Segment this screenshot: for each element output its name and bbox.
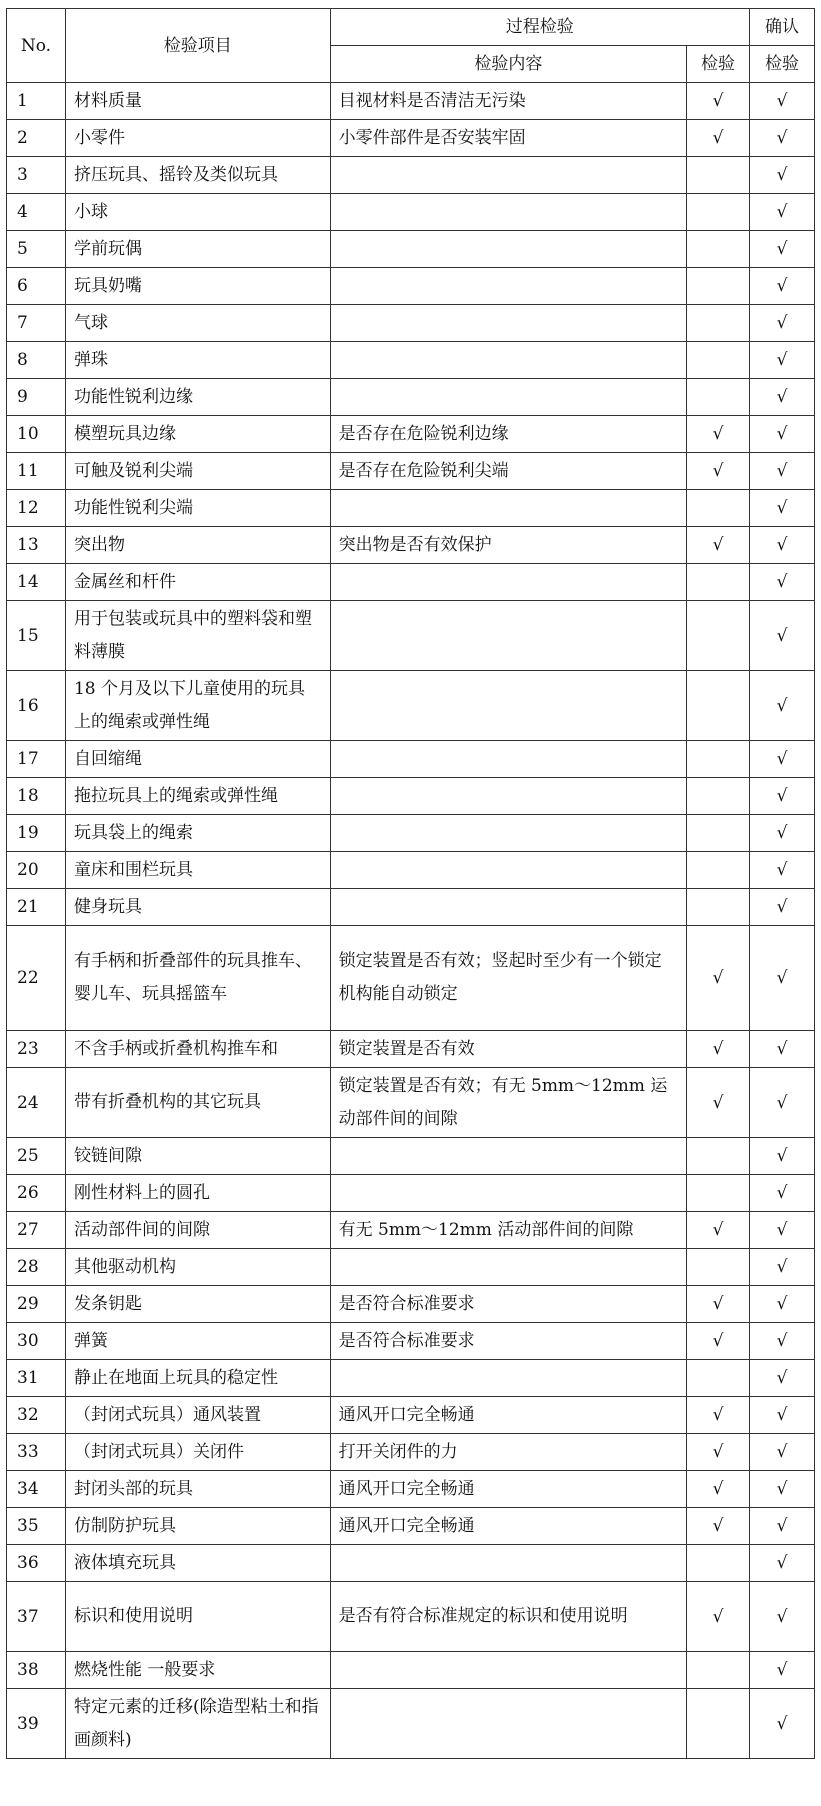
row-no: 39 <box>7 1689 66 1759</box>
row-confirm: √ <box>750 157 815 194</box>
row-item: 燃烧性能 一般要求 <box>65 1652 330 1689</box>
row-check <box>687 1689 750 1759</box>
row-no: 34 <box>7 1471 66 1508</box>
row-check <box>687 1360 750 1397</box>
row-confirm: √ <box>750 1212 815 1249</box>
row-content <box>330 889 686 926</box>
row-no: 28 <box>7 1249 66 1286</box>
table-row <box>7 1545 815 1582</box>
row-no: 5 <box>7 231 66 268</box>
row-confirm: √ <box>750 305 815 342</box>
row-content <box>330 1138 686 1175</box>
row-content <box>330 342 686 379</box>
row-content: 锁定装置是否有效 <box>330 1031 686 1068</box>
row-item: 特定元素的迁移(除造型粘土和指画颜料) <box>65 1689 330 1759</box>
row-confirm: √ <box>750 1286 815 1323</box>
row-no: 31 <box>7 1360 66 1397</box>
row-check <box>687 194 750 231</box>
table-row <box>7 157 815 194</box>
header-confirm-top: 确认 <box>750 9 815 46</box>
row-check <box>687 601 750 671</box>
row-content <box>330 741 686 778</box>
row-confirm: √ <box>750 231 815 268</box>
row-check <box>687 1545 750 1582</box>
row-item: 拖拉玩具上的绳索或弹性绳 <box>65 778 330 815</box>
row-check <box>687 852 750 889</box>
row-check: √ <box>687 1508 750 1545</box>
row-content <box>330 564 686 601</box>
table-row <box>7 1068 815 1138</box>
row-confirm: √ <box>750 120 815 157</box>
row-check <box>687 889 750 926</box>
row-no: 24 <box>7 1068 66 1138</box>
row-content <box>330 601 686 671</box>
row-no: 13 <box>7 527 66 564</box>
table-row <box>7 601 815 671</box>
table-row <box>7 453 815 490</box>
row-item: 不含手柄或折叠机构推车和 <box>65 1031 330 1068</box>
row-confirm: √ <box>750 1138 815 1175</box>
row-check: √ <box>687 1323 750 1360</box>
row-item: 功能性锐利边缘 <box>65 379 330 416</box>
row-item: 仿制防护玩具 <box>65 1508 330 1545</box>
row-item: 用于包装或玩具中的塑料袋和塑料薄膜 <box>65 601 330 671</box>
header-process: 过程检验 <box>330 9 749 46</box>
row-confirm: √ <box>750 83 815 120</box>
row-no: 11 <box>7 453 66 490</box>
header-content: 检验内容 <box>330 46 686 83</box>
row-no: 15 <box>7 601 66 671</box>
row-item: 其他驱动机构 <box>65 1249 330 1286</box>
row-content: 小零件部件是否安装牢固 <box>330 120 686 157</box>
header-check: 检验 <box>687 46 750 83</box>
row-no: 21 <box>7 889 66 926</box>
table-body <box>7 83 815 1759</box>
row-no: 3 <box>7 157 66 194</box>
table-row <box>7 889 815 926</box>
row-check <box>687 1249 750 1286</box>
row-item: （封闭式玩具）通风装置 <box>65 1397 330 1434</box>
row-confirm: √ <box>750 1397 815 1434</box>
row-confirm: √ <box>750 601 815 671</box>
row-no: 20 <box>7 852 66 889</box>
row-item: 发条钥匙 <box>65 1286 330 1323</box>
table-row <box>7 194 815 231</box>
table-row <box>7 671 815 741</box>
row-item: 可触及锐利尖端 <box>65 453 330 490</box>
table-row <box>7 1138 815 1175</box>
row-check: √ <box>687 1582 750 1652</box>
row-item: 液体填充玩具 <box>65 1545 330 1582</box>
table-row <box>7 1212 815 1249</box>
row-item: 玩具袋上的绳索 <box>65 815 330 852</box>
row-item: 学前玩偶 <box>65 231 330 268</box>
inspection-table <box>6 8 815 1759</box>
row-check <box>687 671 750 741</box>
row-content <box>330 268 686 305</box>
row-confirm: √ <box>750 889 815 926</box>
row-check: √ <box>687 83 750 120</box>
row-check: √ <box>687 416 750 453</box>
row-no: 14 <box>7 564 66 601</box>
row-check <box>687 268 750 305</box>
row-item: 功能性锐利尖端 <box>65 490 330 527</box>
row-check: √ <box>687 926 750 1031</box>
row-no: 19 <box>7 815 66 852</box>
row-content <box>330 157 686 194</box>
row-no: 27 <box>7 1212 66 1249</box>
table-row <box>7 1434 815 1471</box>
row-content: 打开关闭件的力 <box>330 1434 686 1471</box>
row-confirm: √ <box>750 527 815 564</box>
row-item: 静止在地面上玩具的稳定性 <box>65 1360 330 1397</box>
table-row <box>7 1582 815 1652</box>
row-content <box>330 852 686 889</box>
row-item: 小球 <box>65 194 330 231</box>
table-row <box>7 527 815 564</box>
row-item: 标识和使用说明 <box>65 1582 330 1652</box>
row-check <box>687 778 750 815</box>
row-confirm: √ <box>750 1689 815 1759</box>
row-item: 带有折叠机构的其它玩具 <box>65 1068 330 1138</box>
row-content: 通风开口完全畅通 <box>330 1397 686 1434</box>
row-no: 29 <box>7 1286 66 1323</box>
table-row <box>7 305 815 342</box>
row-confirm: √ <box>750 1508 815 1545</box>
row-confirm: √ <box>750 1434 815 1471</box>
row-content <box>330 671 686 741</box>
row-check: √ <box>687 1471 750 1508</box>
row-content: 锁定装置是否有效；有无 5mm～12mm 运动部件间的间隙 <box>330 1068 686 1138</box>
row-check <box>687 490 750 527</box>
row-content <box>330 379 686 416</box>
row-item: 童床和围栏玩具 <box>65 852 330 889</box>
table-row <box>7 1689 815 1759</box>
row-check: √ <box>687 453 750 490</box>
row-check <box>687 815 750 852</box>
table-row <box>7 1286 815 1323</box>
row-no: 18 <box>7 778 66 815</box>
table-row <box>7 268 815 305</box>
table-row <box>7 815 815 852</box>
row-content: 是否符合标准要求 <box>330 1323 686 1360</box>
row-item: 弹簧 <box>65 1323 330 1360</box>
row-content <box>330 1652 686 1689</box>
row-no: 17 <box>7 741 66 778</box>
table-row <box>7 416 815 453</box>
row-confirm: √ <box>750 1471 815 1508</box>
row-no: 30 <box>7 1323 66 1360</box>
row-item: 自回缩绳 <box>65 741 330 778</box>
row-confirm: √ <box>750 564 815 601</box>
table-row <box>7 926 815 1031</box>
row-content <box>330 1175 686 1212</box>
row-confirm: √ <box>750 416 815 453</box>
row-confirm: √ <box>750 490 815 527</box>
row-content: 是否符合标准要求 <box>330 1286 686 1323</box>
row-confirm: √ <box>750 1249 815 1286</box>
row-content <box>330 1360 686 1397</box>
row-check: √ <box>687 1031 750 1068</box>
table-row <box>7 1249 815 1286</box>
table-row <box>7 342 815 379</box>
table-row <box>7 1360 815 1397</box>
row-confirm: √ <box>750 1175 815 1212</box>
row-content: 有无 5mm～12mm 活动部件间的间隙 <box>330 1212 686 1249</box>
header-no: No. <box>7 9 66 83</box>
row-no: 12 <box>7 490 66 527</box>
row-content: 是否有符合标准规定的标识和使用说明 <box>330 1582 686 1652</box>
row-content <box>330 490 686 527</box>
row-check <box>687 1175 750 1212</box>
row-content: 通风开口完全畅通 <box>330 1471 686 1508</box>
row-no: 33 <box>7 1434 66 1471</box>
header-item: 检验项目 <box>65 9 330 83</box>
row-item: 封闭头部的玩具 <box>65 1471 330 1508</box>
row-content <box>330 1545 686 1582</box>
row-content <box>330 231 686 268</box>
row-item: 模塑玩具边缘 <box>65 416 330 453</box>
row-check: √ <box>687 1068 750 1138</box>
row-item: 材料质量 <box>65 83 330 120</box>
table-row <box>7 120 815 157</box>
row-check <box>687 379 750 416</box>
row-no: 25 <box>7 1138 66 1175</box>
row-item: 挤压玩具、摇铃及类似玩具 <box>65 157 330 194</box>
inspection-table-container <box>6 8 815 1759</box>
row-item: 突出物 <box>65 527 330 564</box>
row-content: 通风开口完全畅通 <box>330 1508 686 1545</box>
table-row <box>7 83 815 120</box>
row-content: 目视材料是否清洁无污染 <box>330 83 686 120</box>
row-confirm: √ <box>750 268 815 305</box>
table-row <box>7 1471 815 1508</box>
table-row <box>7 778 815 815</box>
row-confirm: √ <box>750 671 815 741</box>
row-content: 是否存在危险锐利尖端 <box>330 453 686 490</box>
row-item: 刚性材料上的圆孔 <box>65 1175 330 1212</box>
row-item: 健身玩具 <box>65 889 330 926</box>
row-confirm: √ <box>750 453 815 490</box>
row-confirm: √ <box>750 1360 815 1397</box>
row-no: 32 <box>7 1397 66 1434</box>
table-row <box>7 1323 815 1360</box>
row-item: （封闭式玩具）关闭件 <box>65 1434 330 1471</box>
row-check: √ <box>687 1286 750 1323</box>
row-item: 弹珠 <box>65 342 330 379</box>
row-item: 小零件 <box>65 120 330 157</box>
row-no: 6 <box>7 268 66 305</box>
row-no: 1 <box>7 83 66 120</box>
table-row <box>7 490 815 527</box>
row-no: 37 <box>7 1582 66 1652</box>
table-row <box>7 852 815 889</box>
row-confirm: √ <box>750 1068 815 1138</box>
row-confirm: √ <box>750 194 815 231</box>
table-row <box>7 1031 815 1068</box>
row-no: 7 <box>7 305 66 342</box>
table-row <box>7 379 815 416</box>
row-content: 是否存在危险锐利边缘 <box>330 416 686 453</box>
table-row <box>7 231 815 268</box>
table-row <box>7 741 815 778</box>
row-confirm: √ <box>750 1582 815 1652</box>
row-no: 36 <box>7 1545 66 1582</box>
row-check: √ <box>687 527 750 564</box>
row-check <box>687 1138 750 1175</box>
row-content <box>330 815 686 852</box>
row-content <box>330 194 686 231</box>
row-content: 锁定装置是否有效；竖起时至少有一个锁定机构能自动锁定 <box>330 926 686 1031</box>
row-check <box>687 231 750 268</box>
row-content <box>330 778 686 815</box>
row-confirm: √ <box>750 1323 815 1360</box>
row-check <box>687 1652 750 1689</box>
row-item: 气球 <box>65 305 330 342</box>
table-row <box>7 1508 815 1545</box>
row-check <box>687 741 750 778</box>
row-confirm: √ <box>750 815 815 852</box>
row-item: 铰链间隙 <box>65 1138 330 1175</box>
table-row <box>7 1397 815 1434</box>
row-no: 2 <box>7 120 66 157</box>
row-check: √ <box>687 120 750 157</box>
row-check <box>687 564 750 601</box>
row-check <box>687 157 750 194</box>
row-check: √ <box>687 1212 750 1249</box>
row-item: 18 个月及以下儿童使用的玩具上的绳索或弹性绳 <box>65 671 330 741</box>
row-item: 有手柄和折叠部件的玩具推车、婴儿车、玩具摇篮车 <box>65 926 330 1031</box>
row-confirm: √ <box>750 1031 815 1068</box>
table-row <box>7 1652 815 1689</box>
row-check: √ <box>687 1397 750 1434</box>
row-no: 16 <box>7 671 66 741</box>
row-no: 9 <box>7 379 66 416</box>
row-check <box>687 305 750 342</box>
row-no: 35 <box>7 1508 66 1545</box>
row-no: 8 <box>7 342 66 379</box>
header-confirm-bottom: 检验 <box>750 46 815 83</box>
row-confirm: √ <box>750 1545 815 1582</box>
row-confirm: √ <box>750 379 815 416</box>
row-no: 38 <box>7 1652 66 1689</box>
row-item: 玩具奶嘴 <box>65 268 330 305</box>
row-no: 22 <box>7 926 66 1031</box>
row-no: 23 <box>7 1031 66 1068</box>
row-no: 10 <box>7 416 66 453</box>
row-item: 金属丝和杆件 <box>65 564 330 601</box>
row-confirm: √ <box>750 852 815 889</box>
row-confirm: √ <box>750 741 815 778</box>
row-confirm: √ <box>750 1652 815 1689</box>
row-content <box>330 1689 686 1759</box>
row-no: 4 <box>7 194 66 231</box>
row-confirm: √ <box>750 926 815 1031</box>
row-content <box>330 305 686 342</box>
row-content <box>330 1249 686 1286</box>
row-confirm: √ <box>750 342 815 379</box>
table-header <box>7 9 815 83</box>
table-row <box>7 1175 815 1212</box>
row-no: 26 <box>7 1175 66 1212</box>
row-item: 活动部件间的间隙 <box>65 1212 330 1249</box>
row-check: √ <box>687 1434 750 1471</box>
row-check <box>687 342 750 379</box>
row-content: 突出物是否有效保护 <box>330 527 686 564</box>
row-confirm: √ <box>750 778 815 815</box>
table-row <box>7 564 815 601</box>
